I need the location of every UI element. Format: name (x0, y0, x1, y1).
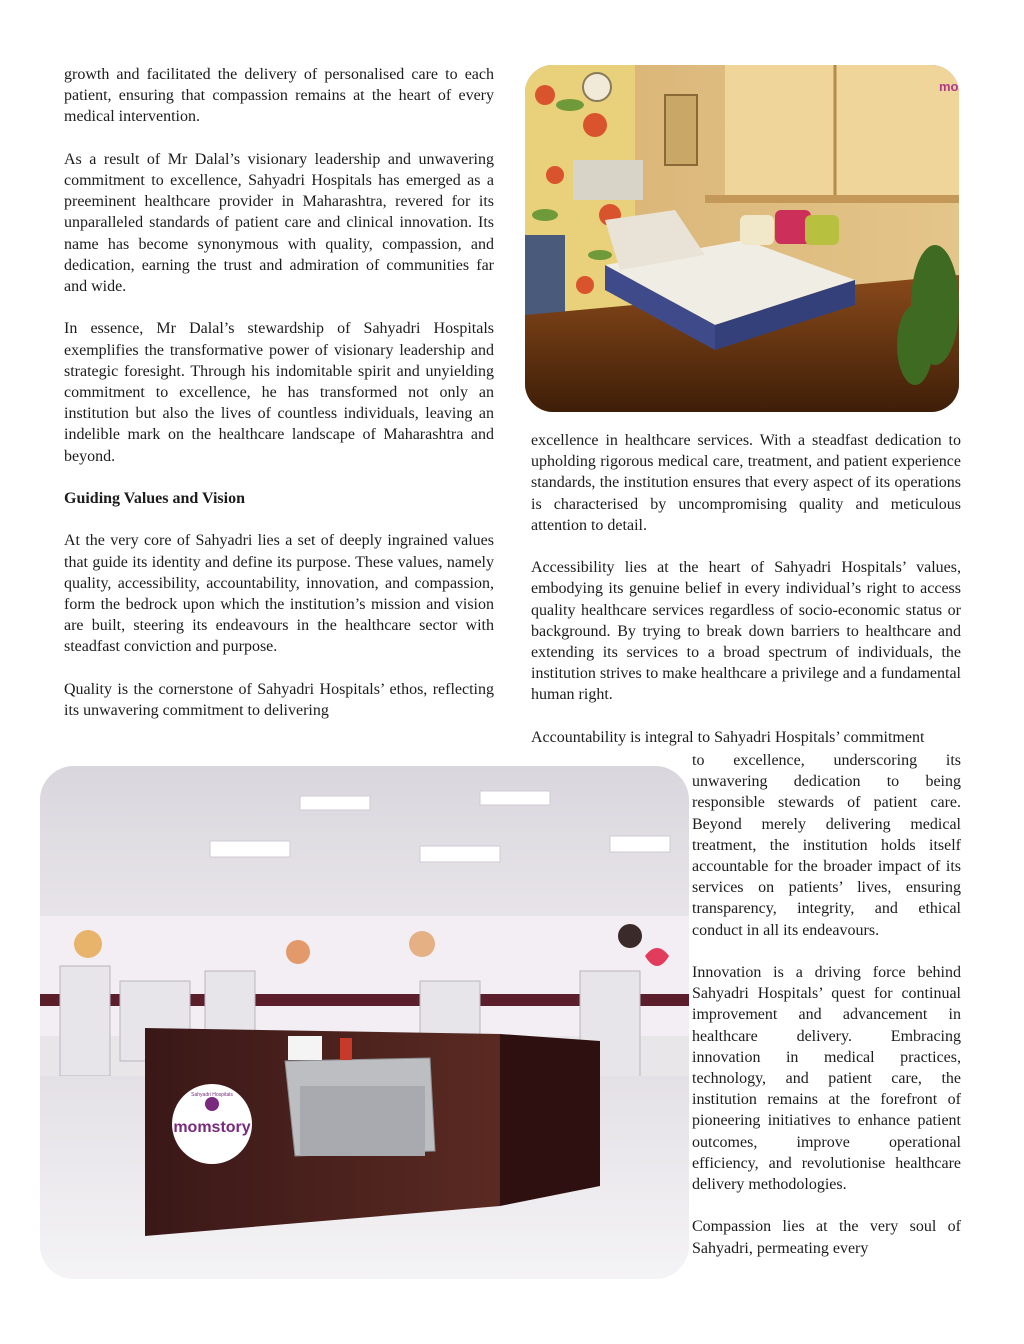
paragraph: In essence, Mr Dalal’s stewardship of Sahyadri Hospitals exemplifies the transformative power of visionary leadership and strategic foresight. Through his indomitable spirit and unyielding commitment to excellence, he has transformed not only an institution but also the lives of countless individuals, leaving an indelible mark on the healthcare landscape of Maharashtra and beyond. (64, 320, 494, 465)
momstory-logo-text: momstory (173, 1119, 251, 1136)
logo-small-text: Sahyadri Hospitals (191, 1092, 233, 1098)
paragraph: excellence in healthcare services. With a steadfast dedication to upholding rigorous medical care, treatment, and patient experience standards, the institution ensures that every aspect of its operations is characterised by uncompromising quality and meticulous attention to detail. (531, 432, 961, 534)
hospital-room-photo (525, 65, 959, 412)
left-text-column (64, 64, 494, 721)
right-text-column (531, 430, 961, 748)
paragraph: Quality is the cornerstone of Sahyadri Hospitals’ ethos, reflecting its unwavering commitment to delivering (64, 680, 494, 720)
paragraph: Innovation is a driving force behind Sahyadri Hospitals’ quest for continual improvement and advancement in healthcare delivery. Embracing innovation in medical practices, technology, and patient care, the institution remains at the forefront of pioneering initiatives to enhance patient outcomes, improve operational efficiency, and revolutionise healthcare delivery methodologies. (692, 964, 961, 1194)
room-watermark: mo (939, 79, 959, 94)
paragraph-first-line: Accountability is integral to Sahyadri Hospitals’ commitment (531, 728, 925, 746)
paragraph: Accessibility lies at the heart of Sahyadri Hospitals’ values, embodying its genuine belief in every individual’s right to access quality healthcare services regardless of socio-economic status or background. By trying to break down barriers to healthcare and extending its services to a broad spectrum of individuals, the institution strives to make healthcare a privilege and a fundamental human right. (531, 559, 961, 704)
paragraph: As a result of Mr Dalal’s visionary leadership and unwavering commitment to excellence, Sahyadri Hospitals has emerged as a preeminent healthcare provider in Maharashtra, revered for its unparalleled standards of patient care and clinical innovation. Its name has become synonymous with quality, compassion, and dedication, earning the trust and admiration of communities far and wide. (64, 150, 494, 296)
paragraph: Compassion lies at the very soul of Sahyadri, permeating every (692, 1218, 961, 1257)
right-lower-text-column (692, 750, 961, 1259)
maternity-ward-photo (40, 766, 689, 1279)
paragraph: to excellence, underscoring its unwavering dedication to being responsible stewards of patient care. Beyond merely delivering medical treatment, the institution holds itself accountable for the broader impact of its services on patients’ lives, ensuring transparency, integrity, and ethical conduct in all its endeavours. (692, 752, 961, 939)
section-heading: Guiding Values and Vision (64, 490, 245, 508)
paragraph: At the very core of Sahyadri lies a set of deeply ingrained values that guide its identity and define its purpose. These values, namely quality, accessibility, accountability, innovation, and compassion, form the bedrock upon which the institution’s mission and vision are built, steering its endeavours in the healthcare sector with steadfast conviction and purpose. (64, 532, 494, 656)
paragraph: growth and facilitated the delivery of personalised care to each patient, ensuring that compassion remains at the heart of every medical intervention. (64, 66, 494, 126)
